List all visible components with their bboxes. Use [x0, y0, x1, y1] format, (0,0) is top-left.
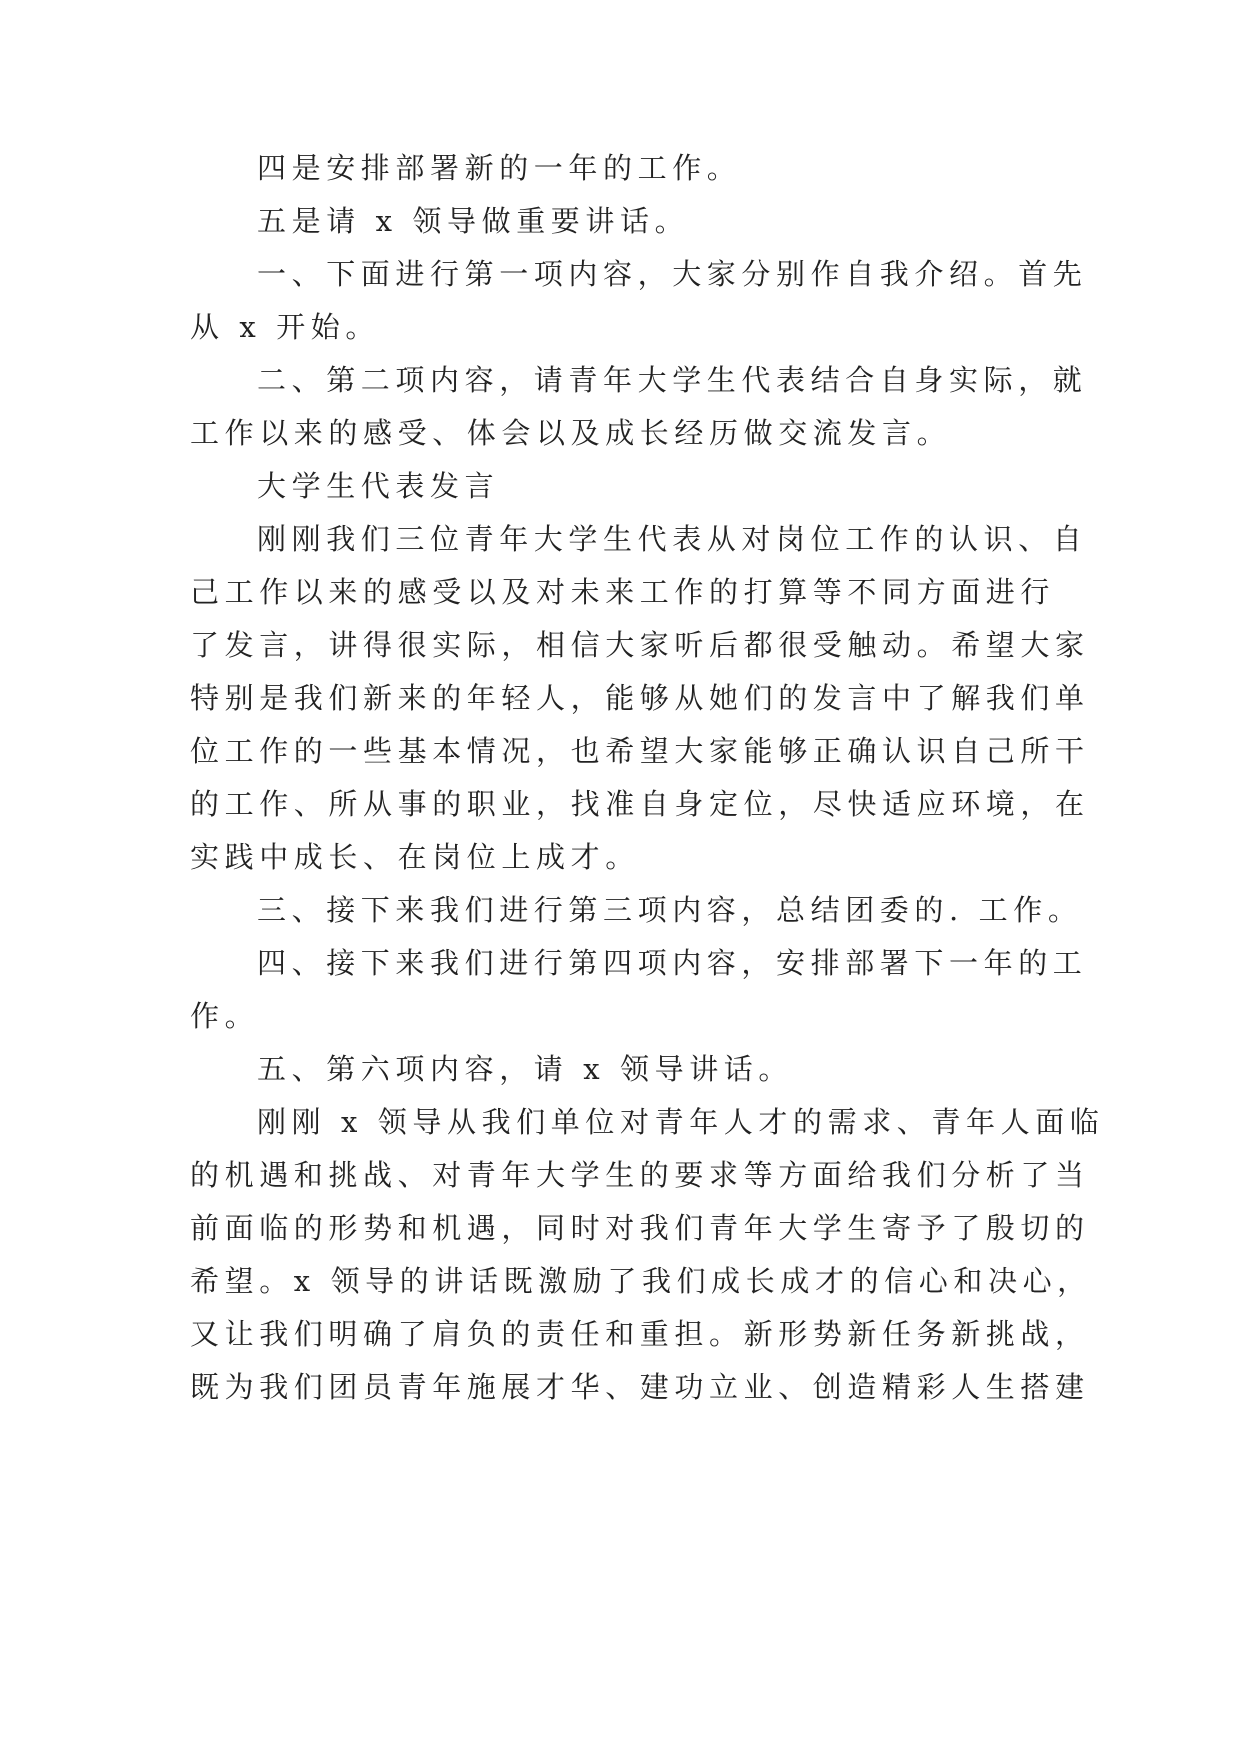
text-line: 既为我们团员青年施展才华、建功立业、创造精彩人生搭建: [190, 1370, 1090, 1404]
text-line: 一、下面进行第一项内容，大家分别作自我介绍。首先: [257, 257, 1088, 291]
text-line: 四、接下来我们进行第四项内容，安排部署下一年的工: [257, 946, 1088, 980]
text-line: 三、接下来我们进行第三项内容，总结团委的. 工作。: [257, 893, 1083, 927]
text-line: 希望。x 领导的讲话既激励了我们成长成才的信心和决心，: [190, 1264, 1092, 1298]
text-line: 二、第二项内容，请青年大学生代表结合自身实际，就: [257, 363, 1088, 397]
text-line: 作。: [190, 999, 260, 1033]
text-line: 刚刚 x 领导从我们单位对青年人才的需求、青年人面临: [257, 1105, 1105, 1139]
text-line: 位工作的一些基本情况，也希望大家能够正确认识自己所干: [190, 734, 1090, 768]
text-line: 特别是我们新来的年轻人，能够从她们的发言中了解我们单: [190, 681, 1090, 715]
section-heading: 大学生代表发言: [257, 469, 500, 503]
text-line: 的机遇和挑战、对青年大学生的要求等方面给我们分析了当: [190, 1158, 1090, 1192]
text-line: 五、第六项内容，请 x 领导讲话。: [257, 1052, 793, 1086]
text-line: 从 x 开始。: [190, 310, 380, 344]
text-line: 又让我们明确了肩负的责任和重担。新形势新任务新挑战，: [190, 1317, 1090, 1351]
text-line: 己工作以来的感受以及对未来工作的打算等不同方面进行: [190, 575, 1056, 609]
text-line: 的工作、所从事的职业，找准自身定位，尽快适应环境，在: [190, 787, 1090, 821]
text-line: 了发言，讲得很实际，相信大家听后都很受触动。希望大家: [190, 628, 1090, 662]
text-line: 刚刚我们三位青年大学生代表从对岗位工作的认识、自: [257, 522, 1088, 556]
text-line: 五是请 x 领导做重要讲话。: [257, 204, 690, 238]
text-line: 实践中成长、在岗位上成才。: [190, 840, 640, 874]
text-line: 前面临的形势和机遇，同时对我们青年大学生寄予了殷切的: [190, 1211, 1090, 1245]
text-line: 四是安排部署新的一年的工作。: [257, 151, 742, 185]
text-line: 工作以来的感受、体会以及成长经历做交流发言。: [190, 416, 952, 450]
